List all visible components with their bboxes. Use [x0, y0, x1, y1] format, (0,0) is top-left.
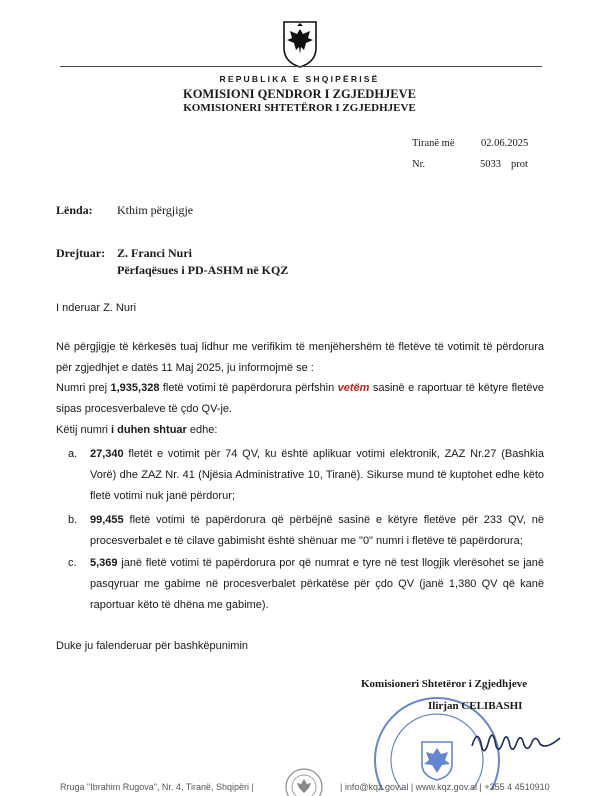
para2-post: sasinë e raportuar të këtyre fletëve sipas procesverbaleve të çdo QV-je. [56, 382, 544, 415]
albanian-eagle-emblem-icon [280, 20, 320, 68]
subject-label: Lënda: [56, 203, 93, 217]
number-label: Nr. [412, 159, 426, 170]
paragraph-intro: Në përgjigje të kërkesës tuaj lidhur me verifikim të menjëhershëm të fletëve të votimit të përdorura për zgjedhjet e datës 11 Maj 2025, ju informojmë se : [56, 341, 544, 374]
protocol-number: 5033 [480, 159, 501, 170]
header-commissioner: KOMISIONERI SHTETËROR I ZGJEDHJEVE [183, 102, 416, 114]
handwritten-signature [470, 720, 562, 760]
addressee-name: Z. Franci Nuri [117, 246, 192, 260]
list-item [68, 553, 544, 616]
protocol-label: prot [511, 159, 528, 170]
para2-emphasis: vetëm [337, 382, 370, 394]
salutation: I nderuar Z. Nuri [56, 302, 137, 314]
signatory-name: Ilirjan CELIBASHI [428, 700, 523, 712]
item-number: 27,340 [90, 448, 124, 460]
list-marker: b. [68, 514, 78, 526]
place-label: Tiranë më [412, 138, 455, 149]
header-republic: REPUBLIKA E SHQIPËRISË [219, 74, 380, 84]
item-text: fletë votimi të papërdorura që përbëjnë sasinë e këtyre fletëve për 233 QV, në procesverbalet e të cilave gabimisht është shënuar me "0" numri i fletëve të papërdorura; [90, 514, 544, 547]
paragraph-total [56, 378, 544, 420]
para3-bold: i duhen shtuar [111, 424, 187, 436]
document-date: 02.06.2025 [481, 138, 529, 149]
para3-post: edhe: [186, 424, 218, 436]
item-text: janë fletë votimi të papërdorura por që numrat e tyre në test llogjik vlerësohet se janë pasqyruar me gabime në procesverbalet përkatëse për çdo QV (janë 1,380 QV që kanë raportuar këto të dhëna me gabime). [90, 557, 544, 611]
para2-number: 1,935,328 [110, 382, 160, 394]
footer-seal-icon [283, 766, 325, 796]
addressee-role: Përfaqësues i PD-ASHM në KQZ [117, 263, 289, 277]
subject-value: Kthim përgjigje [117, 203, 194, 217]
footer-contact: | info@kqz.gov.al | www.kqz.gov.al | +355 4 4510910 [340, 782, 550, 792]
list-marker: a. [68, 448, 78, 460]
item-text: fletët e votimit për 74 QV, ku është aplikuar votimi elektronik, ZAZ Nr.27 (Bashkia Vorë) dhe ZAZ Nr. 41 (Njësia Administrative 10, Tiranë). Sikurse mund të kuptohet edhe këto fletë votimi nuk janë përdorur; [90, 448, 544, 502]
para2-mid: fletë votimi të papërdorura përfshin [159, 382, 338, 394]
para2-pre: Numri prej [56, 382, 111, 394]
footer-address: Rruga "Ibrahim Rugova", Nr. 4, Tiranë, Shqipëri | [60, 782, 254, 792]
list-marker: c. [68, 557, 77, 569]
list-item [68, 510, 544, 552]
closing-line: Duke ju falenderuar për bashkëpunimin [56, 640, 249, 652]
header-commission: KOMISIONI QENDROR I ZGJEDHJEVE [182, 87, 417, 101]
item-number: 99,455 [90, 514, 124, 526]
addressee-label: Drejtuar: [56, 246, 106, 260]
list-item [68, 444, 544, 507]
header-divider [60, 66, 542, 67]
item-number: 5,369 [90, 557, 118, 569]
para3-pre: Këtij numri [56, 424, 112, 436]
signature-institution: Komisioneri Shtetëror i Zgjedhjeve [361, 678, 528, 690]
paragraph-additions [56, 420, 217, 441]
